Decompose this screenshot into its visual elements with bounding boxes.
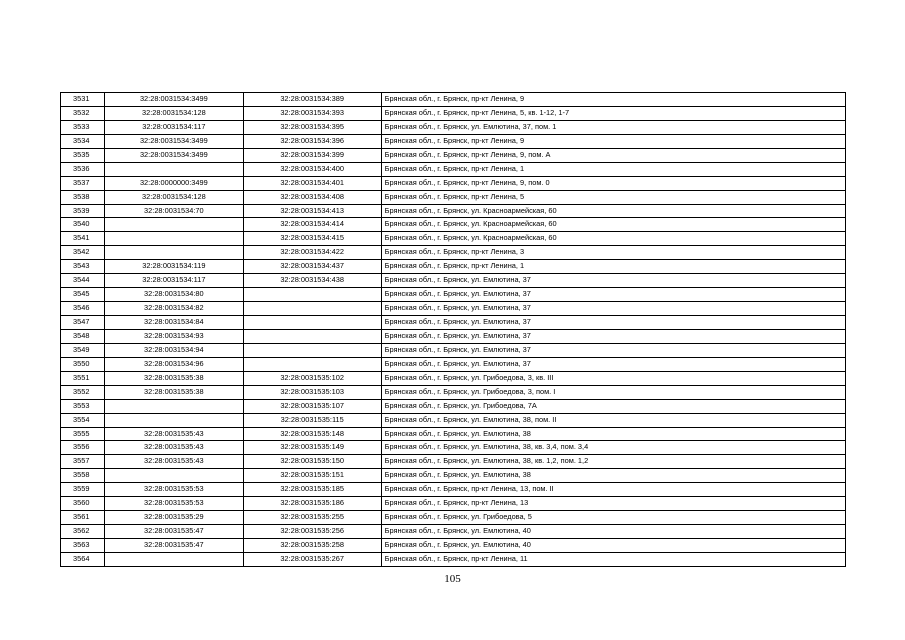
row-number-cell: 3555	[61, 428, 105, 441]
land-cadastral-number-cell: 32:28:0031534:96	[105, 358, 244, 371]
table-row	[61, 344, 846, 358]
land-cadastral-number-cell: 32:28:0031534:3499	[105, 149, 244, 162]
row-number-cell: 3536	[61, 163, 105, 176]
address-cell: Брянская обл., г. Брянск, ул. Емлютина, 38	[382, 469, 846, 482]
table-row	[61, 205, 846, 219]
building-cadastral-number-cell: 32:28:0031534:393	[244, 107, 382, 120]
page-number: 105	[444, 573, 461, 585]
table-row	[61, 372, 846, 386]
table-row	[61, 441, 846, 455]
address-cell: Брянская обл., г. Брянск, ул. Емлютина, 40	[382, 525, 846, 538]
table-row	[61, 483, 846, 497]
address-cell: Брянская обл., г. Брянск, ул. Емлютина, 40	[382, 539, 846, 552]
address-cell: Брянская обл., г. Брянск, ул. Грибоедова, 7А	[382, 400, 846, 413]
land-cadastral-number-cell: 32:28:0000000:3499	[105, 177, 244, 190]
row-number-cell: 3535	[61, 149, 105, 162]
row-number-cell: 3552	[61, 386, 105, 399]
building-cadastral-number-cell: 32:28:0031534:400	[244, 163, 382, 176]
address-cell: Брянская обл., г. Брянск, пр-кт Ленина, 3	[382, 246, 846, 259]
building-cadastral-number-cell	[244, 288, 382, 301]
row-number-cell: 3547	[61, 316, 105, 329]
table-row	[61, 428, 846, 442]
building-cadastral-number-cell	[244, 302, 382, 315]
address-cell: Брянская обл., г. Брянск, ул. Емлютина, 38, пом. II	[382, 414, 846, 427]
land-cadastral-number-cell	[105, 414, 244, 427]
row-number-cell: 3549	[61, 344, 105, 357]
row-number-cell: 3563	[61, 539, 105, 552]
land-cadastral-number-cell: 32:28:0031534:117	[105, 121, 244, 134]
address-cell: Брянская обл., г. Брянск, ул. Грибоедова, 3, пом. I	[382, 386, 846, 399]
table-row	[61, 93, 846, 107]
land-cadastral-number-cell: 32:28:0031534:128	[105, 191, 244, 204]
table-row	[61, 455, 846, 469]
building-cadastral-number-cell: 32:28:0031535:115	[244, 414, 382, 427]
land-cadastral-number-cell	[105, 469, 244, 482]
table-row	[61, 539, 846, 553]
address-cell: Брянская обл., г. Брянск, ул. Емлютина, 37	[382, 316, 846, 329]
land-cadastral-number-cell: 32:28:0031534:80	[105, 288, 244, 301]
building-cadastral-number-cell	[244, 330, 382, 343]
address-cell: Брянская обл., г. Брянск, ул. Красноармейская, 60	[382, 232, 846, 245]
address-cell: Брянская обл., г. Брянск, ул. Емлютина, 38, кв. 3,4, пом. 3,4	[382, 441, 846, 454]
address-cell: Брянская обл., г. Брянск, ул. Емлютина, 37	[382, 302, 846, 315]
building-cadastral-number-cell: 32:28:0031534:437	[244, 260, 382, 273]
land-cadastral-number-cell: 32:28:0031535:38	[105, 386, 244, 399]
table-row	[61, 107, 846, 121]
building-cadastral-number-cell: 32:28:0031535:267	[244, 553, 382, 566]
address-cell: Брянская обл., г. Брянск, ул. Емлютина, 37	[382, 330, 846, 343]
building-cadastral-number-cell: 32:28:0031535:150	[244, 455, 382, 468]
row-number-cell: 3559	[61, 483, 105, 496]
table-row	[61, 525, 846, 539]
land-cadastral-number-cell	[105, 246, 244, 259]
land-cadastral-number-cell: 32:28:0031534:82	[105, 302, 244, 315]
row-number-cell: 3544	[61, 274, 105, 287]
building-cadastral-number-cell: 32:28:0031534:389	[244, 93, 382, 106]
address-cell: Брянская обл., г. Брянск, ул. Емлютина, 38	[382, 428, 846, 441]
row-number-cell: 3542	[61, 246, 105, 259]
address-cell: Брянская обл., г. Брянск, пр-кт Ленина, 9	[382, 93, 846, 106]
table-row	[61, 135, 846, 149]
row-number-cell: 3531	[61, 93, 105, 106]
row-number-cell: 3533	[61, 121, 105, 134]
address-cell: Брянская обл., г. Брянск, ул. Грибоедова, 3, кв. III	[382, 372, 846, 385]
row-number-cell: 3541	[61, 232, 105, 245]
address-cell: Брянская обл., г. Брянск, пр-кт Ленина, 9	[382, 135, 846, 148]
table-row	[61, 260, 846, 274]
table-row	[61, 246, 846, 260]
row-number-cell: 3548	[61, 330, 105, 343]
land-cadastral-number-cell	[105, 163, 244, 176]
row-number-cell: 3540	[61, 218, 105, 231]
land-cadastral-number-cell	[105, 553, 244, 566]
table-row	[61, 274, 846, 288]
table-row	[61, 191, 846, 205]
land-cadastral-number-cell: 32:28:0031535:43	[105, 441, 244, 454]
land-cadastral-number-cell: 32:28:0031535:43	[105, 455, 244, 468]
land-cadastral-number-cell: 32:28:0031535:53	[105, 483, 244, 496]
table-row	[61, 414, 846, 428]
building-cadastral-number-cell: 32:28:0031535:258	[244, 539, 382, 552]
address-cell: Брянская обл., г. Брянск, пр-кт Ленина, 9, пом. А	[382, 149, 846, 162]
table-row	[61, 511, 846, 525]
land-cadastral-number-cell: 32:28:0031534:119	[105, 260, 244, 273]
address-cell: Брянская обл., г. Брянск, ул. Емлютина, 38, кв. 1,2, пом. 1,2	[382, 455, 846, 468]
building-cadastral-number-cell: 32:28:0031534:396	[244, 135, 382, 148]
address-cell: Брянская обл., г. Брянск, ул. Емлютина, 37	[382, 358, 846, 371]
building-cadastral-number-cell: 32:28:0031535:256	[244, 525, 382, 538]
row-number-cell: 3554	[61, 414, 105, 427]
building-cadastral-number-cell: 32:28:0031534:422	[244, 246, 382, 259]
land-cadastral-number-cell	[105, 218, 244, 231]
address-cell: Брянская обл., г. Брянск, пр-кт Ленина, 9, пом. 0	[382, 177, 846, 190]
land-cadastral-number-cell: 32:28:0031534:3499	[105, 93, 244, 106]
address-cell: Брянская обл., г. Брянск, пр-кт Ленина, 5	[382, 191, 846, 204]
table-row	[61, 302, 846, 316]
row-number-cell: 3560	[61, 497, 105, 510]
row-number-cell: 3557	[61, 455, 105, 468]
building-cadastral-number-cell: 32:28:0031535:151	[244, 469, 382, 482]
table-row	[61, 400, 846, 414]
land-cadastral-number-cell: 32:28:0031534:117	[105, 274, 244, 287]
building-cadastral-number-cell: 32:28:0031535:107	[244, 400, 382, 413]
table-row	[61, 316, 846, 330]
row-number-cell: 3564	[61, 553, 105, 566]
building-cadastral-number-cell: 32:28:0031535:102	[244, 372, 382, 385]
building-cadastral-number-cell: 32:28:0031535:255	[244, 511, 382, 524]
table-row	[61, 386, 846, 400]
address-cell: Брянская обл., г. Брянск, пр-кт Ленина, 13	[382, 497, 846, 510]
building-cadastral-number-cell: 32:28:0031535:148	[244, 428, 382, 441]
address-cell: Брянская обл., г. Брянск, пр-кт Ленина, 1	[382, 163, 846, 176]
table-row	[61, 469, 846, 483]
land-cadastral-number-cell: 32:28:0031534:94	[105, 344, 244, 357]
row-number-cell: 3538	[61, 191, 105, 204]
row-number-cell: 3561	[61, 511, 105, 524]
land-cadastral-number-cell: 32:28:0031534:70	[105, 205, 244, 218]
land-cadastral-number-cell: 32:28:0031534:93	[105, 330, 244, 343]
land-cadastral-number-cell: 32:28:0031534:84	[105, 316, 244, 329]
building-cadastral-number-cell	[244, 316, 382, 329]
land-cadastral-number-cell: 32:28:0031535:53	[105, 497, 244, 510]
building-cadastral-number-cell	[244, 344, 382, 357]
row-number-cell: 3553	[61, 400, 105, 413]
building-cadastral-number-cell: 32:28:0031534:395	[244, 121, 382, 134]
building-cadastral-number-cell: 32:28:0031534:438	[244, 274, 382, 287]
row-number-cell: 3543	[61, 260, 105, 273]
building-cadastral-number-cell: 32:28:0031535:149	[244, 441, 382, 454]
land-cadastral-number-cell	[105, 400, 244, 413]
table-row	[61, 177, 846, 191]
table-row	[61, 121, 846, 135]
address-cell: Брянская обл., г. Брянск, пр-кт Ленина, 1	[382, 260, 846, 273]
building-cadastral-number-cell: 32:28:0031535:186	[244, 497, 382, 510]
table-row	[61, 232, 846, 246]
building-cadastral-number-cell: 32:28:0031534:414	[244, 218, 382, 231]
row-number-cell: 3539	[61, 205, 105, 218]
row-number-cell: 3537	[61, 177, 105, 190]
table-row	[61, 218, 846, 232]
address-cell: Брянская обл., г. Брянск, ул. Емлютина, 37	[382, 288, 846, 301]
building-cadastral-number-cell: 32:28:0031535:185	[244, 483, 382, 496]
building-cadastral-number-cell: 32:28:0031534:399	[244, 149, 382, 162]
building-cadastral-number-cell: 32:28:0031534:415	[244, 232, 382, 245]
land-cadastral-number-cell: 32:28:0031535:38	[105, 372, 244, 385]
building-cadastral-number-cell: 32:28:0031534:413	[244, 205, 382, 218]
address-cell: Брянская обл., г. Брянск, ул. Емлютина, 37	[382, 344, 846, 357]
table-row	[61, 149, 846, 163]
row-number-cell: 3534	[61, 135, 105, 148]
building-cadastral-number-cell	[244, 358, 382, 371]
land-cadastral-number-cell: 32:28:0031534:128	[105, 107, 244, 120]
land-cadastral-number-cell: 32:28:0031535:29	[105, 511, 244, 524]
table-row	[61, 163, 846, 177]
address-cell: Брянская обл., г. Брянск, пр-кт Ленина, 11	[382, 553, 846, 566]
address-cell: Брянская обл., г. Брянск, пр-кт Ленина, 5, кв. 1-12, 1-7	[382, 107, 846, 120]
row-number-cell: 3546	[61, 302, 105, 315]
row-number-cell: 3532	[61, 107, 105, 120]
land-cadastral-number-cell: 32:28:0031534:3499	[105, 135, 244, 148]
row-number-cell: 3562	[61, 525, 105, 538]
row-number-cell: 3551	[61, 372, 105, 385]
land-cadastral-number-cell: 32:28:0031535:47	[105, 525, 244, 538]
table-row	[61, 497, 846, 511]
row-number-cell: 3558	[61, 469, 105, 482]
table-row	[61, 553, 846, 567]
land-cadastral-number-cell: 32:28:0031535:43	[105, 428, 244, 441]
address-cell: Брянская обл., г. Брянск, ул. Красноармейская, 60	[382, 218, 846, 231]
table-row	[61, 288, 846, 302]
cadastral-table	[60, 92, 846, 567]
table-row	[61, 358, 846, 372]
building-cadastral-number-cell: 32:28:0031534:401	[244, 177, 382, 190]
row-number-cell: 3556	[61, 441, 105, 454]
building-cadastral-number-cell: 32:28:0031534:408	[244, 191, 382, 204]
land-cadastral-number-cell	[105, 232, 244, 245]
address-cell: Брянская обл., г. Брянск, ул. Красноармейская, 60	[382, 205, 846, 218]
row-number-cell: 3545	[61, 288, 105, 301]
address-cell: Брянская обл., г. Брянск, ул. Грибоедова, 5	[382, 511, 846, 524]
address-cell: Брянская обл., г. Брянск, ул. Емлютина, 37	[382, 274, 846, 287]
table-row	[61, 330, 846, 344]
land-cadastral-number-cell: 32:28:0031535:47	[105, 539, 244, 552]
row-number-cell: 3550	[61, 358, 105, 371]
address-cell: Брянская обл., г. Брянск, ул. Емлютина, 37, пом. 1	[382, 121, 846, 134]
building-cadastral-number-cell: 32:28:0031535:103	[244, 386, 382, 399]
address-cell: Брянская обл., г. Брянск, пр-кт Ленина, 13, пом. II	[382, 483, 846, 496]
